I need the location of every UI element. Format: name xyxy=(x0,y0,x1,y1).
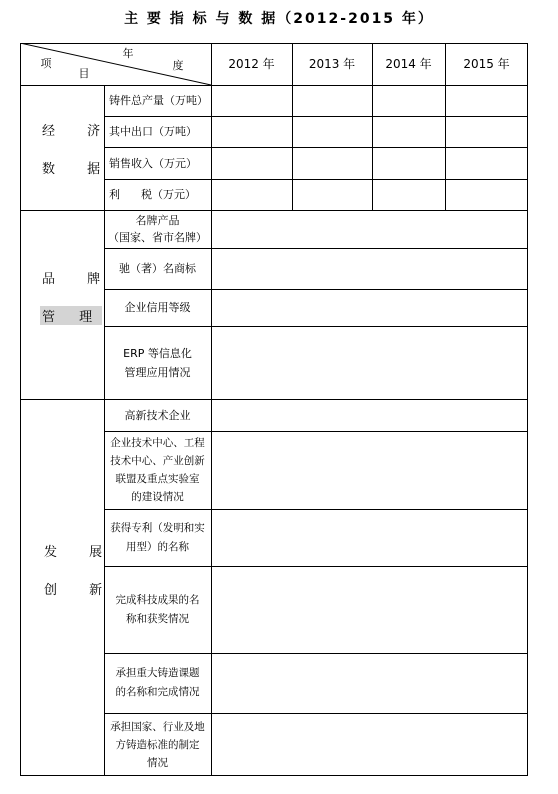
corner-label-item-bottom: 目 xyxy=(78,66,90,80)
row-label-trademark: 驰（著）名商标 xyxy=(119,262,196,275)
row-label-major-projects: 承担重大铸造课题 的名称和完成情况 xyxy=(115,667,200,698)
column-line xyxy=(445,43,446,210)
row-label-patents: 获得专利（发明和实 用型）的名称 xyxy=(110,521,205,553)
section-line xyxy=(20,399,528,400)
section-line xyxy=(20,210,528,211)
header-bottom-line xyxy=(20,85,528,86)
section-label-economy-2: 数 据 xyxy=(42,162,115,177)
corner-label-item-left: 项 xyxy=(40,56,52,70)
row-label-brand-products: 名牌产品 （国家、省市名牌） xyxy=(108,214,207,244)
row-label-erp: ERP 等信息化 管理应用情况 xyxy=(123,346,192,379)
column-line xyxy=(372,43,373,210)
row-label-profit-tax: 利 税（万元） xyxy=(109,188,196,201)
header-year-2012: 2012 年 xyxy=(228,56,275,71)
corner-label-year-top: 年 xyxy=(122,46,134,60)
page-title: 主 要 指 标 与 数 据（2012-2015 年） xyxy=(124,11,434,27)
section-label-innovation-2: 创 新 xyxy=(44,583,117,598)
header-year-2015: 2015 年 xyxy=(463,56,510,71)
header-year-2014: 2014 年 xyxy=(385,56,432,71)
row-label-credit-rating: 企业信用等级 xyxy=(124,301,191,314)
row-label-achievements: 完成科技成果的名 称和获奖情况 xyxy=(115,593,200,625)
row-label-export: 其中出口（万吨） xyxy=(109,125,197,138)
section-label-innovation-1: 发 展 xyxy=(44,545,117,560)
header-year-2013: 2013 年 xyxy=(308,56,356,71)
column-line xyxy=(292,43,293,210)
section-label-brand-2: 管 理 xyxy=(40,306,102,325)
section-label-economy-1: 经 济 xyxy=(42,124,115,139)
section-label-brand-1: 品 牌 xyxy=(42,272,115,287)
row-label-high-tech: 高新技术企业 xyxy=(124,408,191,422)
row-label-standards: 承担国家、行业及地 方铸造标准的制定 情况 xyxy=(110,720,205,769)
indicators-table xyxy=(20,43,528,776)
row-label-total-output: 铸件总产量（万吨） xyxy=(109,94,208,107)
column-line xyxy=(211,43,212,776)
row-label-sales-revenue: 销售收入（万元） xyxy=(109,156,197,170)
row-label-tech-center: 企业技术中心、工程 技术中心、产业创新 联盟及重点实验室 的建设情况 xyxy=(110,437,205,503)
corner-label-year-right: 度 xyxy=(172,58,184,72)
